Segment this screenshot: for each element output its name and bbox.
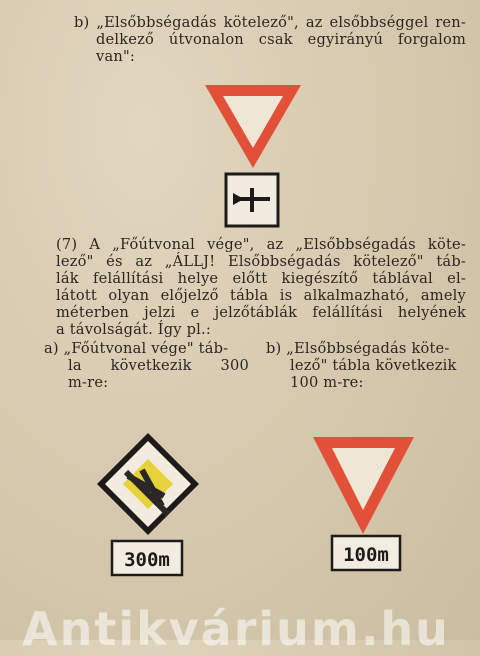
text-line: (7) A „Főútvonal vége", az „Elsőbbségadás köte-	[56, 236, 466, 253]
item-prefix: b)	[266, 340, 282, 357]
section-b-text	[74, 14, 466, 65]
text-line: lező" tábla következik	[290, 357, 457, 374]
text-line: m-re:	[68, 374, 109, 391]
text-line: lák felállítási helye előtt kiegészítő táblával el-	[56, 270, 466, 287]
text-line: b) „Elsőbbségadás kötelező", az elsőbbséggel ren-	[74, 14, 466, 31]
text-line: van":	[96, 48, 135, 65]
item-b-text	[266, 340, 466, 391]
yield-sign-with-distance-plate	[310, 434, 420, 574]
text-line: „Főútvonal vége" táb-	[63, 340, 229, 357]
yield-sign-with-one-way-plate	[200, 80, 310, 235]
distance-plate-label: 100m	[343, 544, 389, 566]
text-line: a távolságát. Így pl.:	[56, 321, 211, 338]
end-of-priority-road-sign	[94, 430, 206, 580]
text-line: la következik 300	[68, 357, 249, 374]
paragraph-7-text	[56, 236, 466, 338]
distance-plate-label: 300m	[124, 549, 170, 571]
text-line: méterben jelzi e jelzőtáblák felállítási helyének	[56, 304, 466, 321]
text-line: delkező útvonalon csak egyirányú forgalom	[96, 31, 466, 48]
watermark-logo: Antikvárium.hu	[22, 602, 450, 656]
text-line: lező" és az „ÁLLJ! Elsőbbségadás kötelező" táb-	[56, 253, 466, 270]
text-line: „Elsőbbségadás köte-	[286, 340, 450, 357]
text-line: 100 m-re:	[290, 374, 364, 391]
item-prefix: a)	[44, 340, 59, 357]
text-line: látott olyan előjelző tábla is alkalmazható, amely	[56, 287, 466, 304]
item-a-text	[44, 340, 249, 391]
